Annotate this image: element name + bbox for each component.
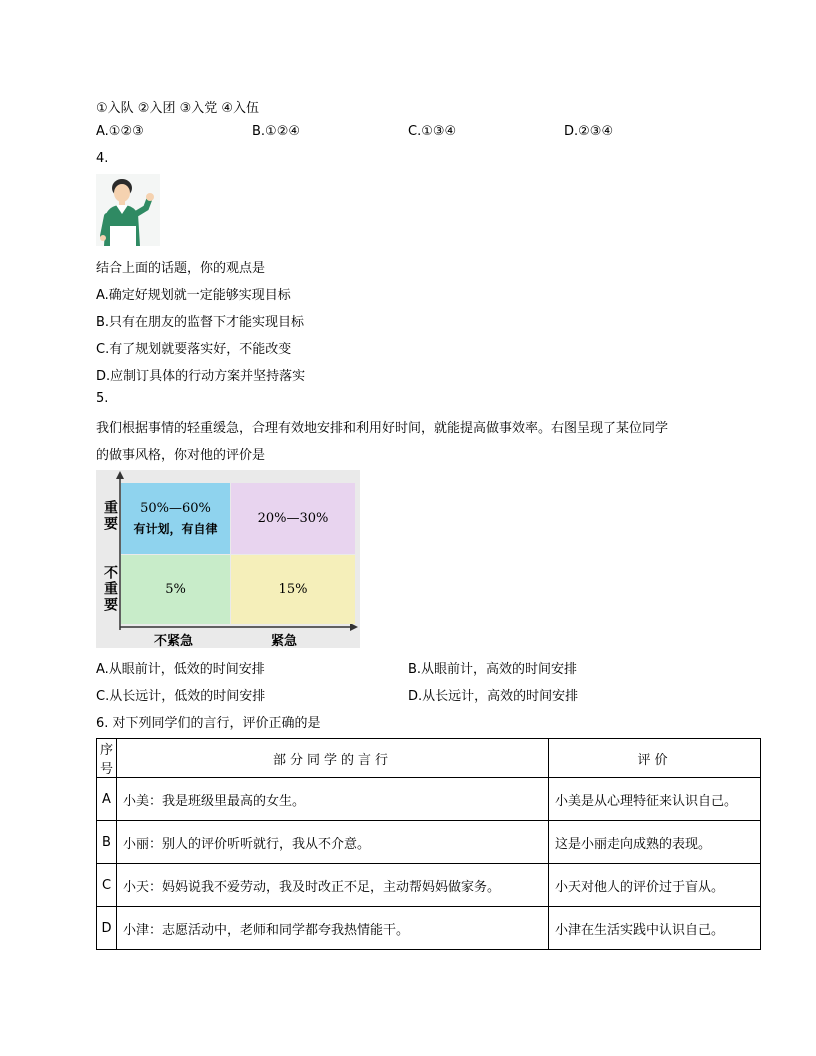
row-evaluation: 小津在生活实践中认识自己。 — [549, 907, 761, 950]
q5-choice-b: B.从眼前计，高效的时间安排 — [408, 662, 578, 677]
table-row — [97, 864, 761, 907]
quadrant-value: 50%—60% — [140, 500, 211, 516]
quadrant-value: 5% — [165, 582, 186, 597]
quadrant-important-not-urgent — [121, 483, 230, 554]
q5-stem-line1: 我们根据事情的轻重缓急，合理有效地安排和利用好时间，就能提高做事效率。右图呈现了某位同学 — [96, 421, 669, 436]
q4-choice-c: C.有了规划就要落实好，不能改变 — [96, 342, 292, 357]
q4-choice-b: B.只有在朋友的监督下才能实现目标 — [96, 315, 305, 330]
header-index: 序号 — [97, 739, 117, 778]
q3-choice-d: D.②③④ — [564, 124, 614, 139]
y-axis-arrow-icon — [116, 471, 124, 479]
q4-choice-d: D.应制订具体的行动方案并坚持落实 — [96, 369, 306, 384]
q3-choice-a: A.①②③ — [96, 124, 144, 139]
table-row — [97, 778, 761, 821]
row-evaluation: 小美是从心理特征来认识自己。 — [549, 778, 761, 821]
row-speech: 小天：妈妈说我不爱劳动，我及时改正不足，主动帮妈妈做家务。 — [117, 864, 549, 907]
y-label-important: 重要 — [102, 500, 118, 532]
q5-choice-d: D.从长远计，高效的时间安排 — [408, 689, 579, 704]
header-evaluation: 评价 — [549, 739, 761, 778]
quadrant-value: 20%—30% — [257, 511, 329, 526]
table-row — [97, 907, 761, 950]
q3-choice-c: C.①③④ — [408, 124, 457, 139]
y-label-unimportant: 不重要 — [102, 565, 118, 613]
table-header-row — [97, 739, 761, 778]
quadrant-value: 15% — [278, 582, 308, 597]
evaluation-table — [96, 738, 761, 950]
row-speech: 小津：志愿活动中，老师和同学都夸我热情能干。 — [117, 907, 549, 950]
row-speech: 小丽：别人的评价听听就行，我从不介意。 — [117, 821, 549, 864]
boy-speaking-illustration — [96, 174, 160, 246]
quadrant-important-urgent — [231, 483, 355, 554]
q5-choice-a: A.从眼前计，低效的时间安排 — [96, 662, 265, 677]
x-label-not-urgent: 不紧急 — [154, 634, 194, 649]
row-id: A — [97, 778, 117, 821]
q5-stem-line2: 的做事风格，你对他的评价是 — [96, 448, 266, 463]
q5-choice-c: C.从长远计，低效的时间安排 — [96, 689, 266, 704]
time-management-matrix — [96, 470, 360, 648]
row-id: D — [97, 907, 117, 950]
quadrant-unimportant-not-urgent — [121, 555, 230, 624]
row-id: C — [97, 864, 117, 907]
q6-stem: 6. 对下列同学们的言行，评价正确的是 — [96, 716, 321, 731]
row-id: B — [97, 821, 117, 864]
row-evaluation: 小天对他人的评价过于盲从。 — [549, 864, 761, 907]
row-evaluation: 这是小丽走向成熟的表现。 — [549, 821, 761, 864]
quadrant-unimportant-urgent — [231, 555, 355, 624]
header-speech: 部分同学的言行 — [117, 739, 549, 778]
q5-number: 5. — [96, 391, 109, 406]
x-axis-arrow-icon — [350, 623, 358, 631]
row-speech: 小美：我是班级里最高的女生。 — [117, 778, 549, 821]
q3-options-line: ①入队 ②入团 ③入党 ④入伍 — [96, 101, 260, 116]
q4-choice-a: A.确定好规划就一定能够实现目标 — [96, 288, 291, 303]
x-label-urgent: 紧急 — [271, 634, 298, 649]
q4-number: 4. — [96, 151, 109, 166]
q3-choice-b: B.①②④ — [252, 124, 301, 139]
table-row — [97, 821, 761, 864]
q4-stem: 结合上面的话题，你的观点是 — [96, 261, 266, 276]
quadrant-note: 有计划，有自律 — [133, 521, 218, 536]
